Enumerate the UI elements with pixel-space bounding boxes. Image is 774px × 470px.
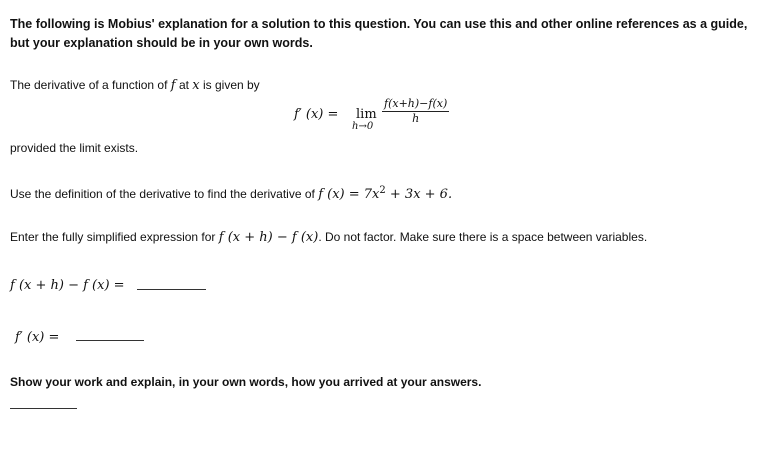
definition-line [10,77,260,94]
formula-lim-subscript: h→0 [352,121,374,132]
formula-numerator: f(x+h)−f(x) [384,97,448,110]
enter-expression: f (x + h) − f (x) [218,230,319,245]
definition-x: x [192,78,200,93]
definition-text-before: The derivative of a function of [10,78,168,92]
instruction-text: Use the definition of the derivative to find the derivative of [10,187,315,201]
answer1-label: f (x + h) − f (x) = [10,278,125,293]
instruction-exponent: 2 [379,185,386,196]
formula-lim: lim [356,107,377,122]
answer1-row [10,276,125,294]
enter-text-before: Enter the fully simplified expression for [10,230,216,244]
definition-f: f [170,78,176,93]
formula-denominator: h [412,112,420,125]
show-work-blank[interactable] [10,408,77,409]
enter-text-after: . Do not factor. Make sure there is a space between variables. [318,230,648,244]
formula-lhs: f′ (x) = [294,107,339,122]
instruction-rest: + 3x + 6. [385,187,453,202]
answer2-blank[interactable] [76,340,144,341]
answer2-label: f′ (x) = [15,330,60,345]
definition-at: at [178,78,189,92]
definition-text-after: is given by [202,78,260,92]
answer1-blank[interactable] [137,289,206,290]
show-work-text: Show your work and explain, in your own words, how you arrived at your answers. [10,375,482,389]
instruction-function: f (x) = 7x [318,187,380,202]
enter-line [10,229,647,246]
formula-fraction [382,97,449,125]
answer2-row [15,328,59,346]
intro-paragraph: The following is Mobius' explanation for a solution to this question. You can use this and other online references as a guide, but your explanation should be in your own words. [10,17,748,50]
instruction-line [10,183,452,203]
provided-text: provided the limit exists. [10,141,139,155]
